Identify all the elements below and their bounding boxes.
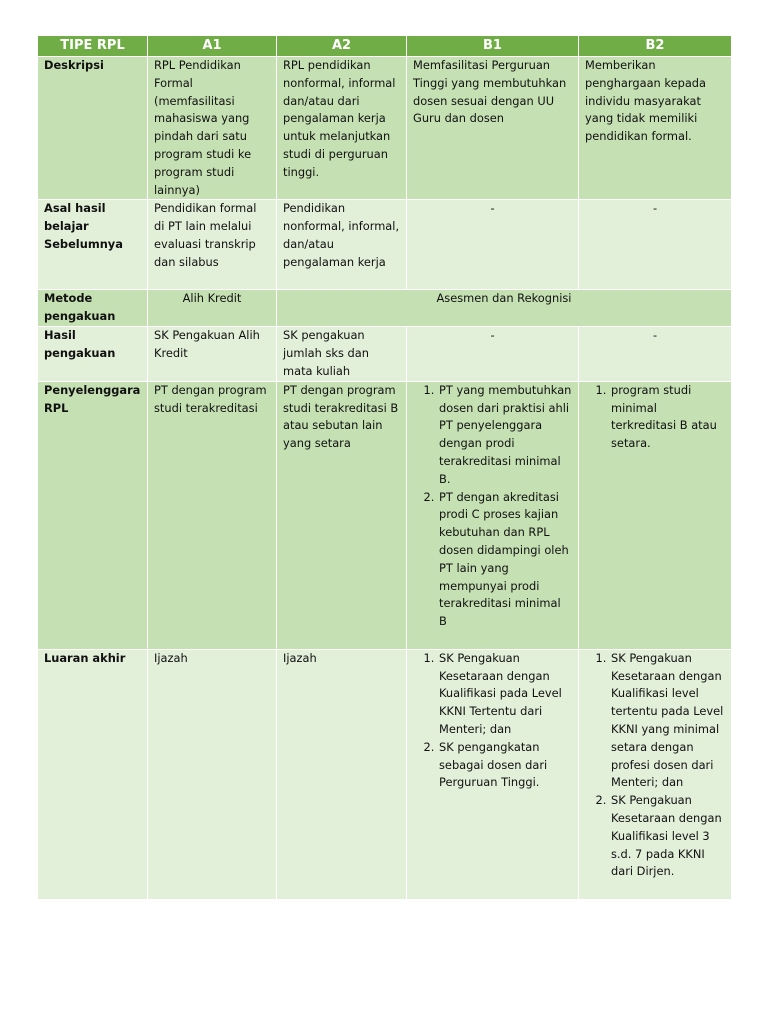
cell-deskripsi-b1: Memfasilitasi Perguruan Tinggi yang membutuhkan dosen sesuai dengan UU Guru dan dosen	[407, 57, 579, 200]
cell-penyelenggara-a2: PT dengan program studi terakreditasi B atau sebutan lain yang setara	[277, 381, 407, 649]
cell-deskripsi-a1: RPL Pendidikan Formal (memfasilitasi mahasiswa yang pindah dari satu program studi ke program studi lainnya)	[148, 57, 277, 200]
list-item: 1. SK Pengakuan Kesetaraan dengan Kualifikasi pada Level KKNI Tertentu dari Menteri; dan	[438, 650, 572, 739]
row-label-penyelenggara: Penyelenggara RPL	[38, 381, 148, 649]
cell-penyelenggara-a1: PT dengan program studi terakreditasi	[148, 381, 277, 649]
list-item: 2. PT dengan akreditasi prodi C proses kajian kebutuhan dan RPL dosen didampingi oleh PT lain yang mempunyai prodi terakreditasi minimal B	[438, 489, 572, 631]
numbered-list	[585, 382, 725, 453]
table-row-luaran	[38, 649, 732, 899]
cell-luaran-a2: Ijazah	[277, 649, 407, 899]
cell-asal-b1: -	[407, 200, 579, 290]
cell-luaran-b2	[579, 649, 732, 899]
cell-asal-a1: Pendidikan formal di PT lain melalui evaluasi transkrip dan silabus	[148, 200, 277, 290]
row-label-metode: Metode pengakuan	[38, 290, 148, 327]
cell-luaran-a1: Ijazah	[148, 649, 277, 899]
numbered-list	[585, 650, 725, 881]
header-b1: B1	[407, 36, 579, 57]
row-label-hasil: Hasil pengakuan	[38, 327, 148, 381]
header-tipe-rpl: TIPE RPL	[38, 36, 148, 57]
list-item: 1. SK Pengakuan Kesetaraan dengan Kualifikasi level tertentu pada Level KKNI yang minimal setara dengan profesi dosen dari Menteri; dan	[610, 650, 725, 792]
cell-hasil-b1: -	[407, 327, 579, 381]
cell-hasil-b2: -	[579, 327, 732, 381]
header-a2: A2	[277, 36, 407, 57]
table-row-penyelenggara	[38, 381, 732, 649]
row-label-deskripsi: Deskripsi	[38, 57, 148, 200]
table-row-asal	[38, 200, 732, 290]
cell-penyelenggara-b2	[579, 381, 732, 649]
header-a1: A1	[148, 36, 277, 57]
cell-hasil-a2: SK pengakuan jumlah sks dan mata kuliah	[277, 327, 407, 381]
list-item: 1. PT yang membutuhkan dosen dari praktisi ahli PT penyelenggara dengan prodi terakreditasi minimal B.	[438, 382, 572, 489]
row-label-luaran: Luaran akhir	[38, 649, 148, 899]
cell-deskripsi-b2: Memberikan penghargaan kepada individu masyarakat yang tidak memiliki pendidikan formal.	[579, 57, 732, 200]
cell-asal-a2: Pendidikan nonformal, informal, dan/atau pengalaman kerja	[277, 200, 407, 290]
cell-metode-a1: Alih Kredit	[148, 290, 277, 327]
cell-hasil-a1: SK Pengakuan Alih Kredit	[148, 327, 277, 381]
table-row-hasil	[38, 327, 732, 381]
numbered-list	[413, 650, 572, 792]
row-label-asal: Asal hasil belajar Sebelumnya	[38, 200, 148, 290]
rpl-type-table	[37, 35, 732, 900]
numbered-list	[413, 382, 572, 631]
header-row	[38, 36, 732, 57]
header-b2: B2	[579, 36, 732, 57]
cell-asal-b2: -	[579, 200, 732, 290]
table-row-metode	[38, 290, 732, 327]
table-row-deskripsi	[38, 57, 732, 200]
list-item: 2. SK Pengakuan Kesetaraan dengan Kualifikasi level 3 s.d. 7 pada KKNI dari Dirjen.	[610, 792, 725, 881]
list-item: 1. program studi minimal terkreditasi B atau setara.	[610, 382, 725, 453]
cell-metode-a2-b2: Asesmen dan Rekognisi	[277, 290, 732, 327]
cell-luaran-b1	[407, 649, 579, 899]
cell-penyelenggara-b1	[407, 381, 579, 649]
cell-deskripsi-a2: RPL pendidikan nonformal, informal dan/atau dari pengalaman kerja untuk melanjutkan studi di perguruan tinggi.	[277, 57, 407, 200]
list-item: 2. SK pengangkatan sebagai dosen dari Perguruan Tinggi.	[438, 739, 572, 792]
